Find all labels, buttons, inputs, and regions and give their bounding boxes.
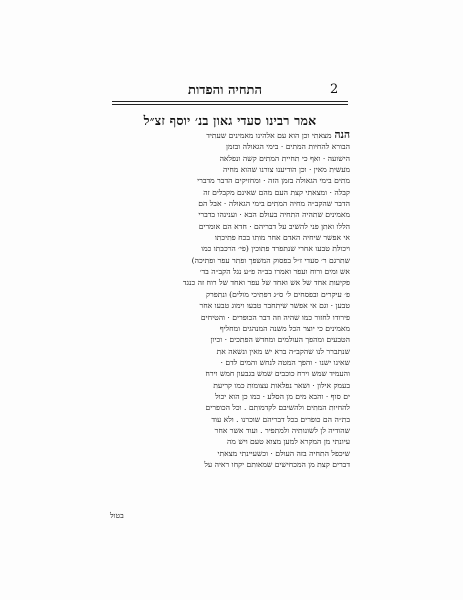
body-line: בעמק אילון · ושאר נפלאות עצומות כמו קריעת xyxy=(213,380,350,390)
body-line: פ׳ עיקרים ובפסחים ל׳ ס״ג דפתיכי מולים) ונתפרק xyxy=(205,289,350,299)
body-line: בת״ה הם כופרים בכל דבריהם שוכרנו . ולא עוד xyxy=(211,414,350,424)
body-line: והעמיד שמש וירח כוכבים שמש בגבעון חמש וירח xyxy=(205,369,350,379)
body-line: מאמינים שתהיה התחיה בעולם הבא · וענינהו בדברי xyxy=(198,210,350,220)
body-line: הדבר שהקב״ה מחיה המתים בימי הגאולה · אבל הם xyxy=(198,199,350,209)
body-line: אי אפשר שיחיה האדם אחר מותו בכח פתיכתו xyxy=(214,233,350,243)
body-line: הטבעים ומהפך העולמים ומחדש הפתכים · וכיון xyxy=(210,335,350,345)
body-line-text: מצאתי וכן הוא עם אלהינו מאמינים שעתיד xyxy=(206,131,332,140)
body-line: ויכולת טבעו אחרי שנתפרד פתוכין (פי׳ הרכבתו כמו xyxy=(201,244,350,254)
catchword: בטול xyxy=(110,511,124,520)
header-rule-top xyxy=(112,101,348,102)
body-line: שנתברר לנו שהקב״ה ברא יש מאין ונשאה את xyxy=(216,346,350,356)
article-body xyxy=(110,130,350,470)
body-line: פירודו לחזור כמו שהיה וזה דבר הכופרים · והטיחים xyxy=(200,312,350,322)
body-line: מאמינים כי יוצר הכל משנה המנהגים ומחליף xyxy=(219,323,350,333)
body-line: שהודיה לן לשונותיה ולמתפיר . ועוד אשר אחר xyxy=(214,425,350,435)
body-line: עיונתי מן המקרא למען מצוא טעם ויש מה xyxy=(227,437,350,447)
body-line: דברים קצת מן המכחישים שמאותם יקחו ראיה על xyxy=(204,459,350,469)
body-line: ים סוף · והבא מים מן הסלע · כמו כן הוא יכול xyxy=(215,391,350,401)
body-line: הבורא להחיות המתים · בימי הגאולה ובזמן xyxy=(226,142,350,152)
running-header-title: התחיה והפדות xyxy=(188,83,262,98)
article-subtitle: אמר רבינו סעדי גאון בנ׳ יוסף זצ״ל xyxy=(143,113,317,128)
body-line xyxy=(110,130,350,141)
body-line: הללו ואתן פני להשיב על דבריהם · חדא הם אומרים xyxy=(198,221,350,231)
body-line: אש ומים ורוח ועפר ואמרו בב״ה פ״ע נגל הקב״ה בד׳ xyxy=(199,267,350,277)
page-number: 2 xyxy=(330,82,339,97)
body-line: שאינו ישנו · והפך המטה לנחש והמים לדם · xyxy=(220,357,350,367)
body-line: טבען · וגם אי אפשר שיתחבר טבעו וימוג טבעו אחר xyxy=(199,301,350,311)
body-line: שיכפל התחיה בזה העולם · וכשעיינתי מצאתי xyxy=(217,448,350,458)
header-rule-bottom xyxy=(112,104,348,105)
body-line: קבלה · ומצאתי קצת העם מהם שאינם מקבלים זה xyxy=(203,187,350,197)
body-line: מתים בימי הגאולה בזמן הזה · ומחזיקים הדבר מדברי xyxy=(197,176,350,186)
body-line: שתרגם ר׳ סעדי ז״ל בפסוק המשפך ופתר עפר ופתיכה) xyxy=(191,255,350,265)
opening-word: הנה xyxy=(334,130,350,141)
body-line: הישועה · ואף כי תחיית המתים קשה ונפלאה xyxy=(219,153,350,163)
body-line: מעשית מאין · וכן הודיענו צורנו שהוא מחיה xyxy=(222,165,350,175)
body-line: להחיות המתים ולהשיבם לקדמותם . וכל הכופרים xyxy=(205,403,350,413)
body-line: פקיעות אחד של אש ואחד של עפר ואחד של רוח זה כנגד xyxy=(182,278,350,288)
